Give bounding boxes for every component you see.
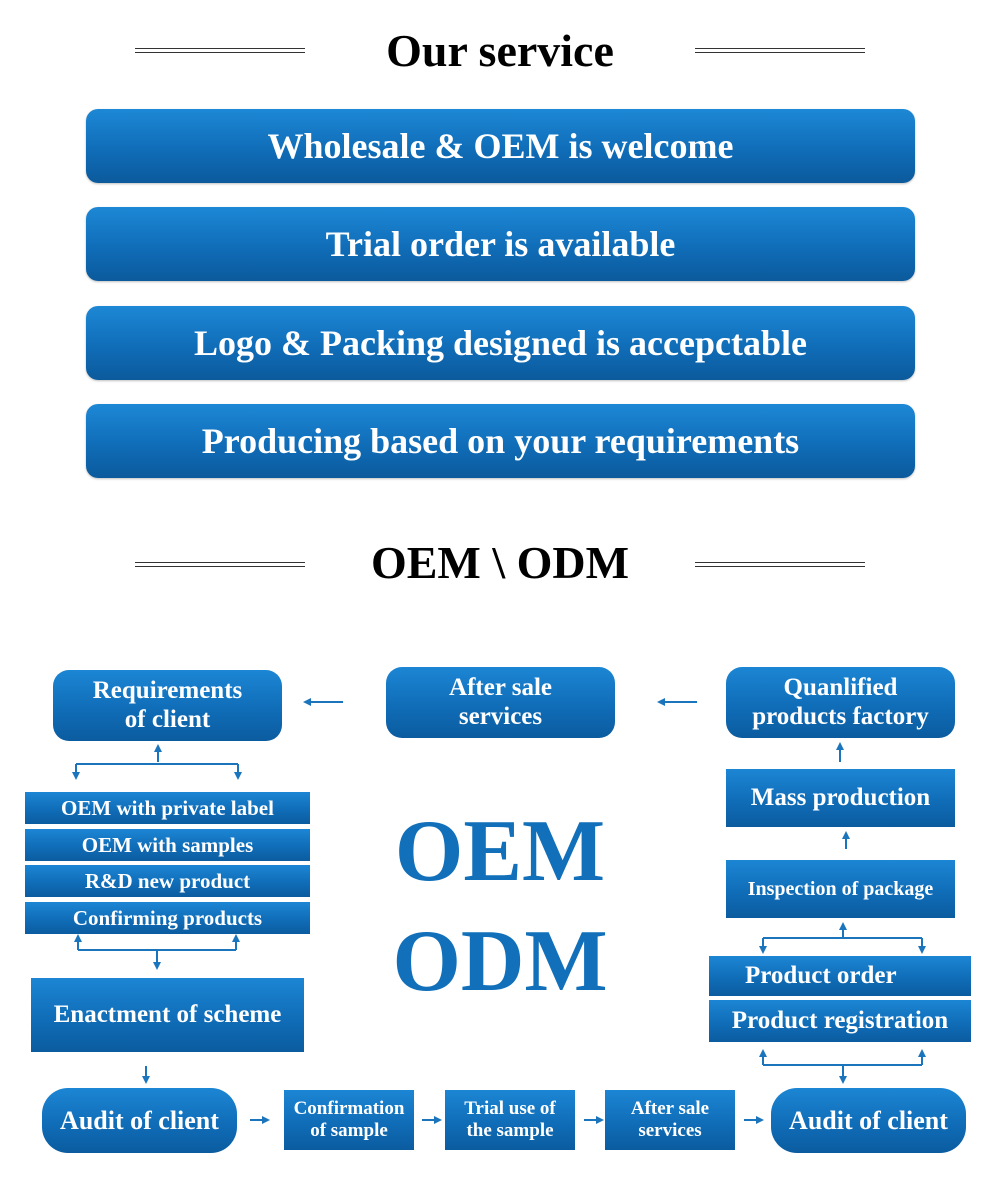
node-after-sale-services-top: After sale services [386, 667, 615, 738]
node-requirements-of-client: Requirements of client [53, 670, 282, 741]
service-item-wholesale: Wholesale & OEM is welcome [86, 109, 915, 183]
node-rd-new-product: R&D new product [25, 865, 310, 897]
center-oem-text: OEM [394, 803, 606, 900]
node-product-registration: Product registration [709, 1000, 971, 1042]
node-qualified-products-factory: Quanlified products factory [726, 667, 955, 738]
service-item-trial-order: Trial order is available [86, 207, 915, 281]
service-item-logo-packing: Logo & Packing designed is accepctable [86, 306, 915, 380]
node-trial-use-of-sample: Trial use of the sample [445, 1090, 575, 1150]
node-enactment-of-scheme: Enactment of scheme [31, 978, 304, 1052]
node-oem-with-samples: OEM with samples [25, 829, 310, 861]
node-oem-private-label: OEM with private label [25, 792, 310, 824]
node-after-sale-services-bottom: After sale services [605, 1090, 735, 1150]
oem-title: OEM \ ODM [370, 537, 630, 588]
node-product-order: Product order [709, 956, 971, 996]
node-audit-of-client-left: Audit of client [42, 1088, 237, 1153]
service-item-producing: Producing based on your requirements [86, 404, 915, 478]
center-odm-text: ODM [392, 913, 608, 1010]
node-confirming-products: Confirming products [25, 902, 310, 934]
node-audit-of-client-right: Audit of client [771, 1088, 966, 1153]
node-mass-production: Mass production [726, 769, 955, 827]
node-confirmation-of-sample: Confirmation of sample [284, 1090, 414, 1150]
service-title: Our service [386, 25, 614, 76]
node-inspection-of-package: Inspection of package [726, 860, 955, 918]
